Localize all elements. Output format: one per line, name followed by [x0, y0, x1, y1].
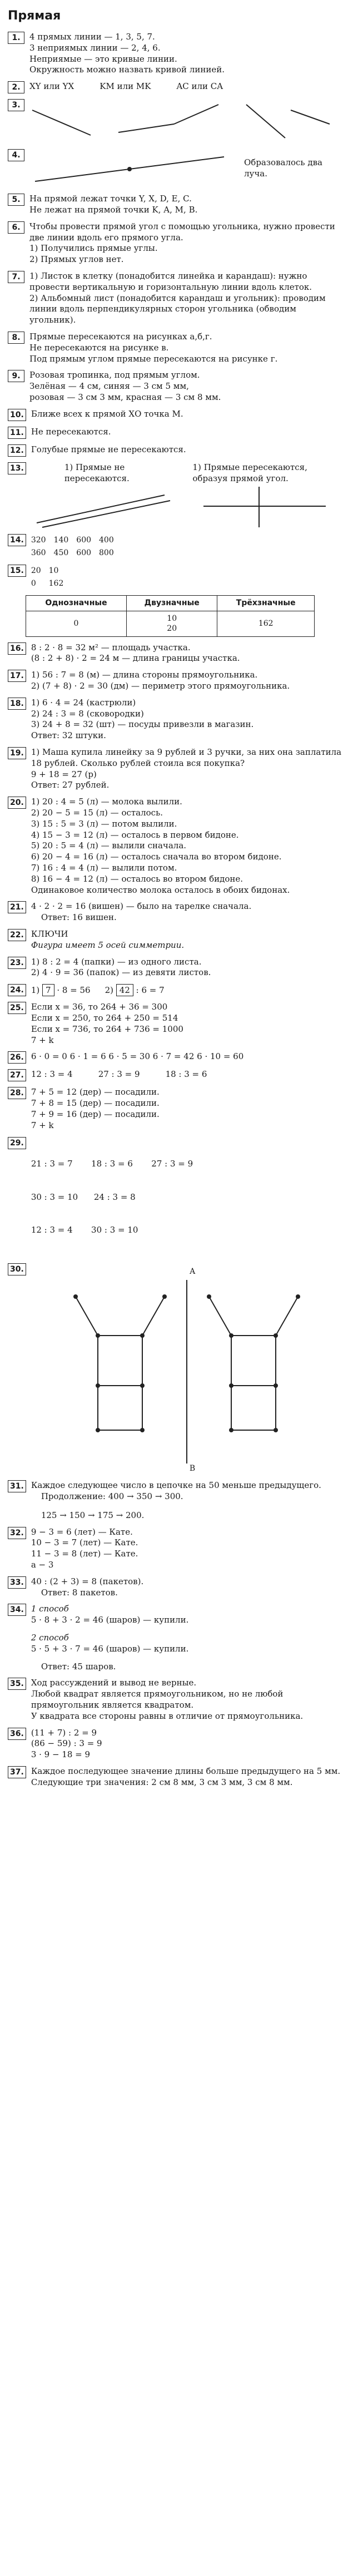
- text-line: 4) 15 − 3 = 12 (л) — осталось в первом бидоне.: [31, 829, 239, 840]
- text-line: Розовая тропинка, под прямым углом.: [29, 370, 200, 380]
- text-line: 2) Прямых углов нет.: [29, 254, 124, 265]
- text-line: 1) 56 : 7 = 8 (м) — длина стороны прямоугольника.: [31, 670, 258, 680]
- text-line: 12 : 3 = 4 30 : 3 = 10: [31, 1224, 138, 1235]
- text-line: Фигура имеет 5 осей симметрии.: [31, 940, 185, 950]
- task-number: 17.: [8, 670, 26, 682]
- text-line: 5) 20 : 5 = 4 (л) — вылили сначала.: [31, 840, 187, 851]
- text-line: Если х = 250, то 264 + 250 = 514: [31, 1012, 178, 1023]
- cell: 320: [31, 536, 46, 545]
- text-line: Окружность можно назвать кривой линией.: [29, 65, 225, 75]
- task-number: 23.: [8, 957, 26, 969]
- text-line: Каждое последующее значение длины больше предыдущего на 5 мм.: [31, 1766, 341, 1777]
- cell: 600: [76, 548, 92, 557]
- line-name: KM или MK: [100, 81, 151, 92]
- text-line: 2) 4 · 9 = 36 (папок) — из девяти листов.: [31, 967, 211, 978]
- expression-b: [105, 984, 165, 996]
- task-number: 22.: [8, 929, 26, 941]
- task-13: [8, 462, 343, 529]
- task-number: 20.: [8, 797, 26, 809]
- text-line: Любой квадрат является прямоугольником, но не любой прямоугольник является квадратом.: [31, 1689, 284, 1710]
- task-number: 31.: [8, 1480, 26, 1492]
- text-line: 1) 20 : 4 = 5 (л) — молока вылили.: [31, 797, 182, 807]
- text-line: a − 3: [31, 1560, 54, 1570]
- text-line: Под прямым углом прямые пересекаются на рисунке г.: [29, 353, 278, 364]
- axis-label-top: А: [189, 1267, 196, 1277]
- text-line: 7 + 5 = 12 (дер) — посадили.: [31, 1087, 160, 1097]
- text-line: (11 + 7) : 2 = 9: [31, 1727, 97, 1738]
- text-line: 7) 16 : 4 = 4 (л) — вылили потом.: [31, 862, 177, 873]
- task-3: [8, 99, 343, 144]
- text-line: Ответ: 8 пакетов.: [41, 1587, 118, 1598]
- cell: 450: [53, 548, 69, 557]
- task-number: 16.: [8, 642, 26, 655]
- task-number: 26.: [8, 1051, 26, 1064]
- text-line: На прямой лежат точки Y, X, D, E, C.: [29, 194, 192, 204]
- numbers-grid: [31, 565, 72, 590]
- task-number: 24.: [8, 984, 26, 996]
- text-line: 9 − 3 = 6 (лет) — Катe.: [31, 1526, 133, 1537]
- task-number: 28.: [8, 1087, 26, 1099]
- text-line: (86 − 59) : 3 = 9: [31, 1738, 102, 1749]
- text-line: Ответ: 45 шаров.: [41, 1661, 116, 1672]
- text-line: Неприямые — это кривые линии.: [29, 53, 177, 64]
- task-number: 18.: [8, 698, 26, 710]
- cell: 0: [26, 611, 127, 636]
- task-number: 32.: [8, 1527, 26, 1539]
- cell: [126, 611, 217, 636]
- task-number: 2.: [8, 81, 24, 93]
- text-line: 5 · 5 + 3 · 7 = 46 (шаров) — купили.: [31, 1643, 189, 1654]
- text-line: Каждое следующее число в цепочке на 50 меньше предыдущего.: [31, 1480, 321, 1491]
- task-31: [8, 1480, 343, 1521]
- task-30: [8, 1263, 343, 1475]
- task-19: [8, 747, 343, 791]
- task-35: [8, 1678, 343, 1722]
- line-name: AC или CA: [176, 81, 223, 92]
- text-line: 125 → 150 → 175 → 200.: [41, 1510, 145, 1520]
- cell: 0: [31, 579, 36, 588]
- task-4: [8, 149, 343, 188]
- text-line: 4 прямых линии — 1, 3, 5, 7.: [29, 32, 155, 42]
- task-number: 14.: [8, 534, 26, 546]
- task-number: 8.: [8, 332, 24, 344]
- page-title: Прямая: [8, 9, 61, 23]
- parallel-lines-drawing: [31, 484, 176, 528]
- classification-table-wrap: [8, 595, 343, 636]
- task-23: [8, 957, 343, 979]
- task-number: 34.: [8, 1604, 26, 1616]
- task-15: [8, 565, 343, 590]
- text-line: 8) 16 − 4 = 12 (л) — осталось во втором бидоне.: [31, 873, 243, 884]
- text-line: 1 способ: [31, 1604, 69, 1614]
- text-line: 8 : 2 · 8 = 32 м² — площадь участка.: [31, 642, 191, 652]
- text-line: Чтобы провести прямой угол с помощью угольника, нужно провести две линии вдоль его прямого угла.: [29, 221, 335, 243]
- task-number: 37.: [8, 1766, 26, 1778]
- text-line: Если х = 36, то 264 + 36 = 300: [31, 1002, 168, 1012]
- perpendicular-lines-drawing: [192, 484, 337, 528]
- text-line: 2) 24 : 3 = 8 (сковородки): [31, 708, 144, 719]
- task-18: [8, 698, 343, 741]
- task-22: [8, 929, 343, 951]
- text-line: Продолжение: 400 → 350 → 300.: [41, 1491, 183, 1502]
- label: 1): [31, 985, 40, 996]
- text-line: 1) Прямые не пересекаются.: [64, 462, 130, 483]
- task-17: [8, 670, 343, 692]
- answer-box: 7: [42, 984, 54, 996]
- task-9: [8, 370, 343, 403]
- task-26: [8, 1051, 343, 1064]
- header-cell: Однозначные: [26, 596, 127, 611]
- numbers-grid: [31, 534, 122, 559]
- text-line: 11 − 3 = 8 (лет) — Катe.: [31, 1549, 138, 1559]
- task-21: [8, 901, 343, 923]
- task-6: [8, 221, 343, 265]
- text-line: 1) 6 · 4 = 24 (кастрюли): [31, 697, 136, 708]
- answer-box: 42: [116, 984, 133, 996]
- cell: 600: [76, 536, 92, 545]
- text-line: Прямые пересекаются на рисунках а,б,г.: [29, 331, 212, 342]
- cell: 140: [53, 536, 69, 545]
- text-line: 5 · 8 + 3 · 2 = 46 (шаров) — купили.: [31, 1615, 189, 1625]
- text-line: Следующие три значения: 2 см 8 мм, 3 см 3 мм, 3 см 8 мм.: [31, 1777, 293, 1787]
- symmetry-drawing: [31, 1263, 342, 1475]
- text-line: 30 : 3 = 10 24 : 3 = 8: [31, 1191, 136, 1202]
- text-line: Если х = 736, то 264 + 736 = 1000: [31, 1024, 183, 1034]
- text-line: 2) Альбомный лист (понадобится карандаш и угольник): проводим линии вдоль перпендикулярных сторон угольника (обводим угольник).: [29, 293, 326, 325]
- text-line: 7 + k: [31, 1120, 54, 1130]
- text-line: Ответ: 27 рублей.: [31, 780, 110, 790]
- task-number: 25.: [8, 1002, 26, 1014]
- text-line: 3) 15 : 5 = 3 (л) — потом вылили.: [31, 818, 177, 829]
- text-line: 21 : 3 = 7 18 : 3 = 6 27 : 3 = 9: [31, 1159, 193, 1169]
- text-line: 40 : (2 + 3) = 8 (пакетов).: [31, 1576, 144, 1586]
- task-24: [8, 984, 343, 996]
- text-line: КЛЮЧИ: [31, 928, 68, 939]
- text-line: 10 − 3 = 7 (лет) — Катe.: [31, 1537, 138, 1548]
- expression: 18 : 3 = 6: [165, 1069, 207, 1080]
- task-10: [8, 409, 343, 421]
- text-line: 1) Маша купила линейку за 9 рублей и 3 ручки, за них она заплатила 18 рублей. Сколько рублей стоила вся покупка?: [31, 747, 342, 768]
- task-20: [8, 797, 343, 896]
- text-line: 4 · 2 · 2 = 16 (вишен) — было на тарелке сначала.: [31, 901, 252, 912]
- text-line: 1) Получились прямые углы.: [29, 243, 158, 254]
- task-number: 35.: [8, 1678, 26, 1690]
- task-number: 7.: [8, 271, 24, 283]
- text-line: Ответ: 32 штуки.: [31, 730, 106, 741]
- task-number: 1.: [8, 32, 24, 44]
- task-number: 19.: [8, 747, 26, 759]
- text-line: [31, 1655, 343, 1662]
- task-number: 13.: [8, 462, 26, 474]
- task-number: 29.: [8, 1137, 26, 1149]
- text-line: Голубые прямые не пересекаются.: [31, 444, 186, 454]
- label: · 8 = 56: [57, 985, 91, 996]
- text-line: Не лежат на прямой точки K, A, M, B.: [29, 205, 198, 215]
- text-line: 9 + 18 = 27 (р): [31, 769, 97, 779]
- cell: 400: [99, 536, 114, 545]
- task-7: [8, 271, 343, 326]
- cell-value: 10: [167, 614, 177, 623]
- header-cell: Трёхзначные: [217, 596, 315, 611]
- task-16: [8, 642, 343, 665]
- task-34: [8, 1604, 343, 1672]
- task-28: [8, 1087, 343, 1131]
- cell: 20: [31, 566, 41, 576]
- label: : 6 = 7: [136, 985, 165, 996]
- task-number: 30.: [8, 1263, 26, 1275]
- text-line: 1) 8 : 2 = 4 (папки) — из одного листа.: [31, 956, 202, 967]
- text-line: 1) Листок в клетку (понадобится линейка и карандаш): нужно провести вертикальную и горизонтальную линии вдоль клеток.: [29, 271, 312, 292]
- task-2: [8, 81, 343, 93]
- text-line: 3 неприямых линии — 2, 4, 6.: [29, 42, 161, 53]
- task-number: 10.: [8, 409, 26, 421]
- task-number: 11.: [8, 427, 26, 439]
- text-line: 2) 20 − 5 = 15 (л) — осталось.: [31, 808, 163, 818]
- cell: 10: [48, 566, 59, 576]
- task-number: 3.: [8, 99, 24, 111]
- text-line: Ответ: 16 вишен.: [41, 912, 117, 923]
- text-line: 2 способ: [31, 1633, 69, 1643]
- task-36: [8, 1728, 343, 1761]
- cell-value: 20: [167, 624, 177, 634]
- text-line: [31, 1626, 343, 1633]
- text-line: 7 + 9 = 16 (дер) — посадили.: [31, 1109, 160, 1119]
- label: 2): [105, 985, 114, 996]
- task-number: 21.: [8, 901, 26, 913]
- text-line: Зелёная — 4 см, синяя — 3 см 5 мм,: [29, 381, 189, 392]
- task-14: [8, 534, 343, 559]
- text-line: 6) 20 − 4 = 16 (л) — осталось сначала во втором бидоне.: [31, 852, 282, 862]
- task-37: [8, 1766, 343, 1788]
- task-29: [8, 1137, 343, 1258]
- text-line: 7 + 8 = 15 (дер) — посадили.: [31, 1098, 160, 1109]
- task-33: [8, 1576, 343, 1599]
- classification-table: [26, 595, 315, 636]
- text-line: 7 + k: [31, 1035, 54, 1045]
- task-number: 36.: [8, 1728, 26, 1740]
- task-number: 12.: [8, 444, 26, 457]
- expression-a: [31, 984, 91, 996]
- text-line: [31, 1502, 343, 1510]
- cell: 162: [48, 579, 64, 588]
- task-11: [8, 427, 343, 439]
- task-27: [8, 1069, 343, 1081]
- expression: 27 : 3 = 9: [98, 1069, 140, 1080]
- text-line: 3) 24 + 8 = 32 (шт) — посуды привезли в магазин.: [31, 719, 254, 730]
- task-12: [8, 444, 343, 457]
- text-line: Не пересекаются.: [31, 426, 111, 437]
- cell: 800: [99, 548, 114, 557]
- text-line: (8 : 2 + 8) · 2 = 24 м — длина границы участка.: [31, 653, 240, 664]
- text-line: 6 · 0 = 0 6 · 1 = 6 6 · 5 = 30 6 · 7 = 42 6 · 10 = 60: [31, 1051, 244, 1062]
- axis-label-bottom: В: [189, 1464, 196, 1474]
- text-line: Ближе всех к прямой ХО точка М.: [31, 408, 183, 419]
- task-5: [8, 194, 343, 216]
- task-number: 33.: [8, 1576, 26, 1589]
- task-number: 9.: [8, 370, 24, 382]
- text-line: Ход рассуждений и вывод не верные.: [31, 1678, 197, 1688]
- cell: 360: [31, 548, 46, 557]
- task-8: [8, 332, 343, 364]
- text-line: У квадрата все стороны равны в отличие от прямоугольника.: [31, 1710, 304, 1721]
- line-name: XY или YX: [29, 81, 74, 92]
- text-line: Одинаковое количество молока осталось в обоих бидонах.: [31, 884, 290, 895]
- expression: 12 : 3 = 4: [31, 1069, 73, 1080]
- task-number: 6.: [8, 221, 24, 234]
- text-line: 3 · 9 − 18 = 9: [31, 1749, 91, 1760]
- task-number: 27.: [8, 1069, 26, 1081]
- task-number: 5.: [8, 194, 24, 206]
- lines-drawing: [29, 99, 341, 144]
- caption: Образовалось два луча.: [244, 157, 322, 179]
- header-cell: Двузначные: [126, 596, 217, 611]
- task-number: 15.: [8, 565, 26, 577]
- text-line: розовая — 3 см 3 мм, красная — 3 см 8 мм.: [29, 392, 221, 402]
- task-25: [8, 1002, 343, 1046]
- task-1: [8, 32, 343, 76]
- cell: 162: [217, 611, 315, 636]
- two-rays-drawing: [29, 149, 230, 188]
- text-line: Не пересекаются на рисунке в.: [29, 342, 169, 353]
- task-32: [8, 1527, 343, 1571]
- text-line: 2) (7 + 8) · 2 = 30 (дм) — периметр этого прямоугольника.: [31, 681, 290, 691]
- task-number: 4.: [8, 149, 24, 161]
- text-line: 1) Прямые пересекаются, образуя прямой угол.: [192, 462, 307, 483]
